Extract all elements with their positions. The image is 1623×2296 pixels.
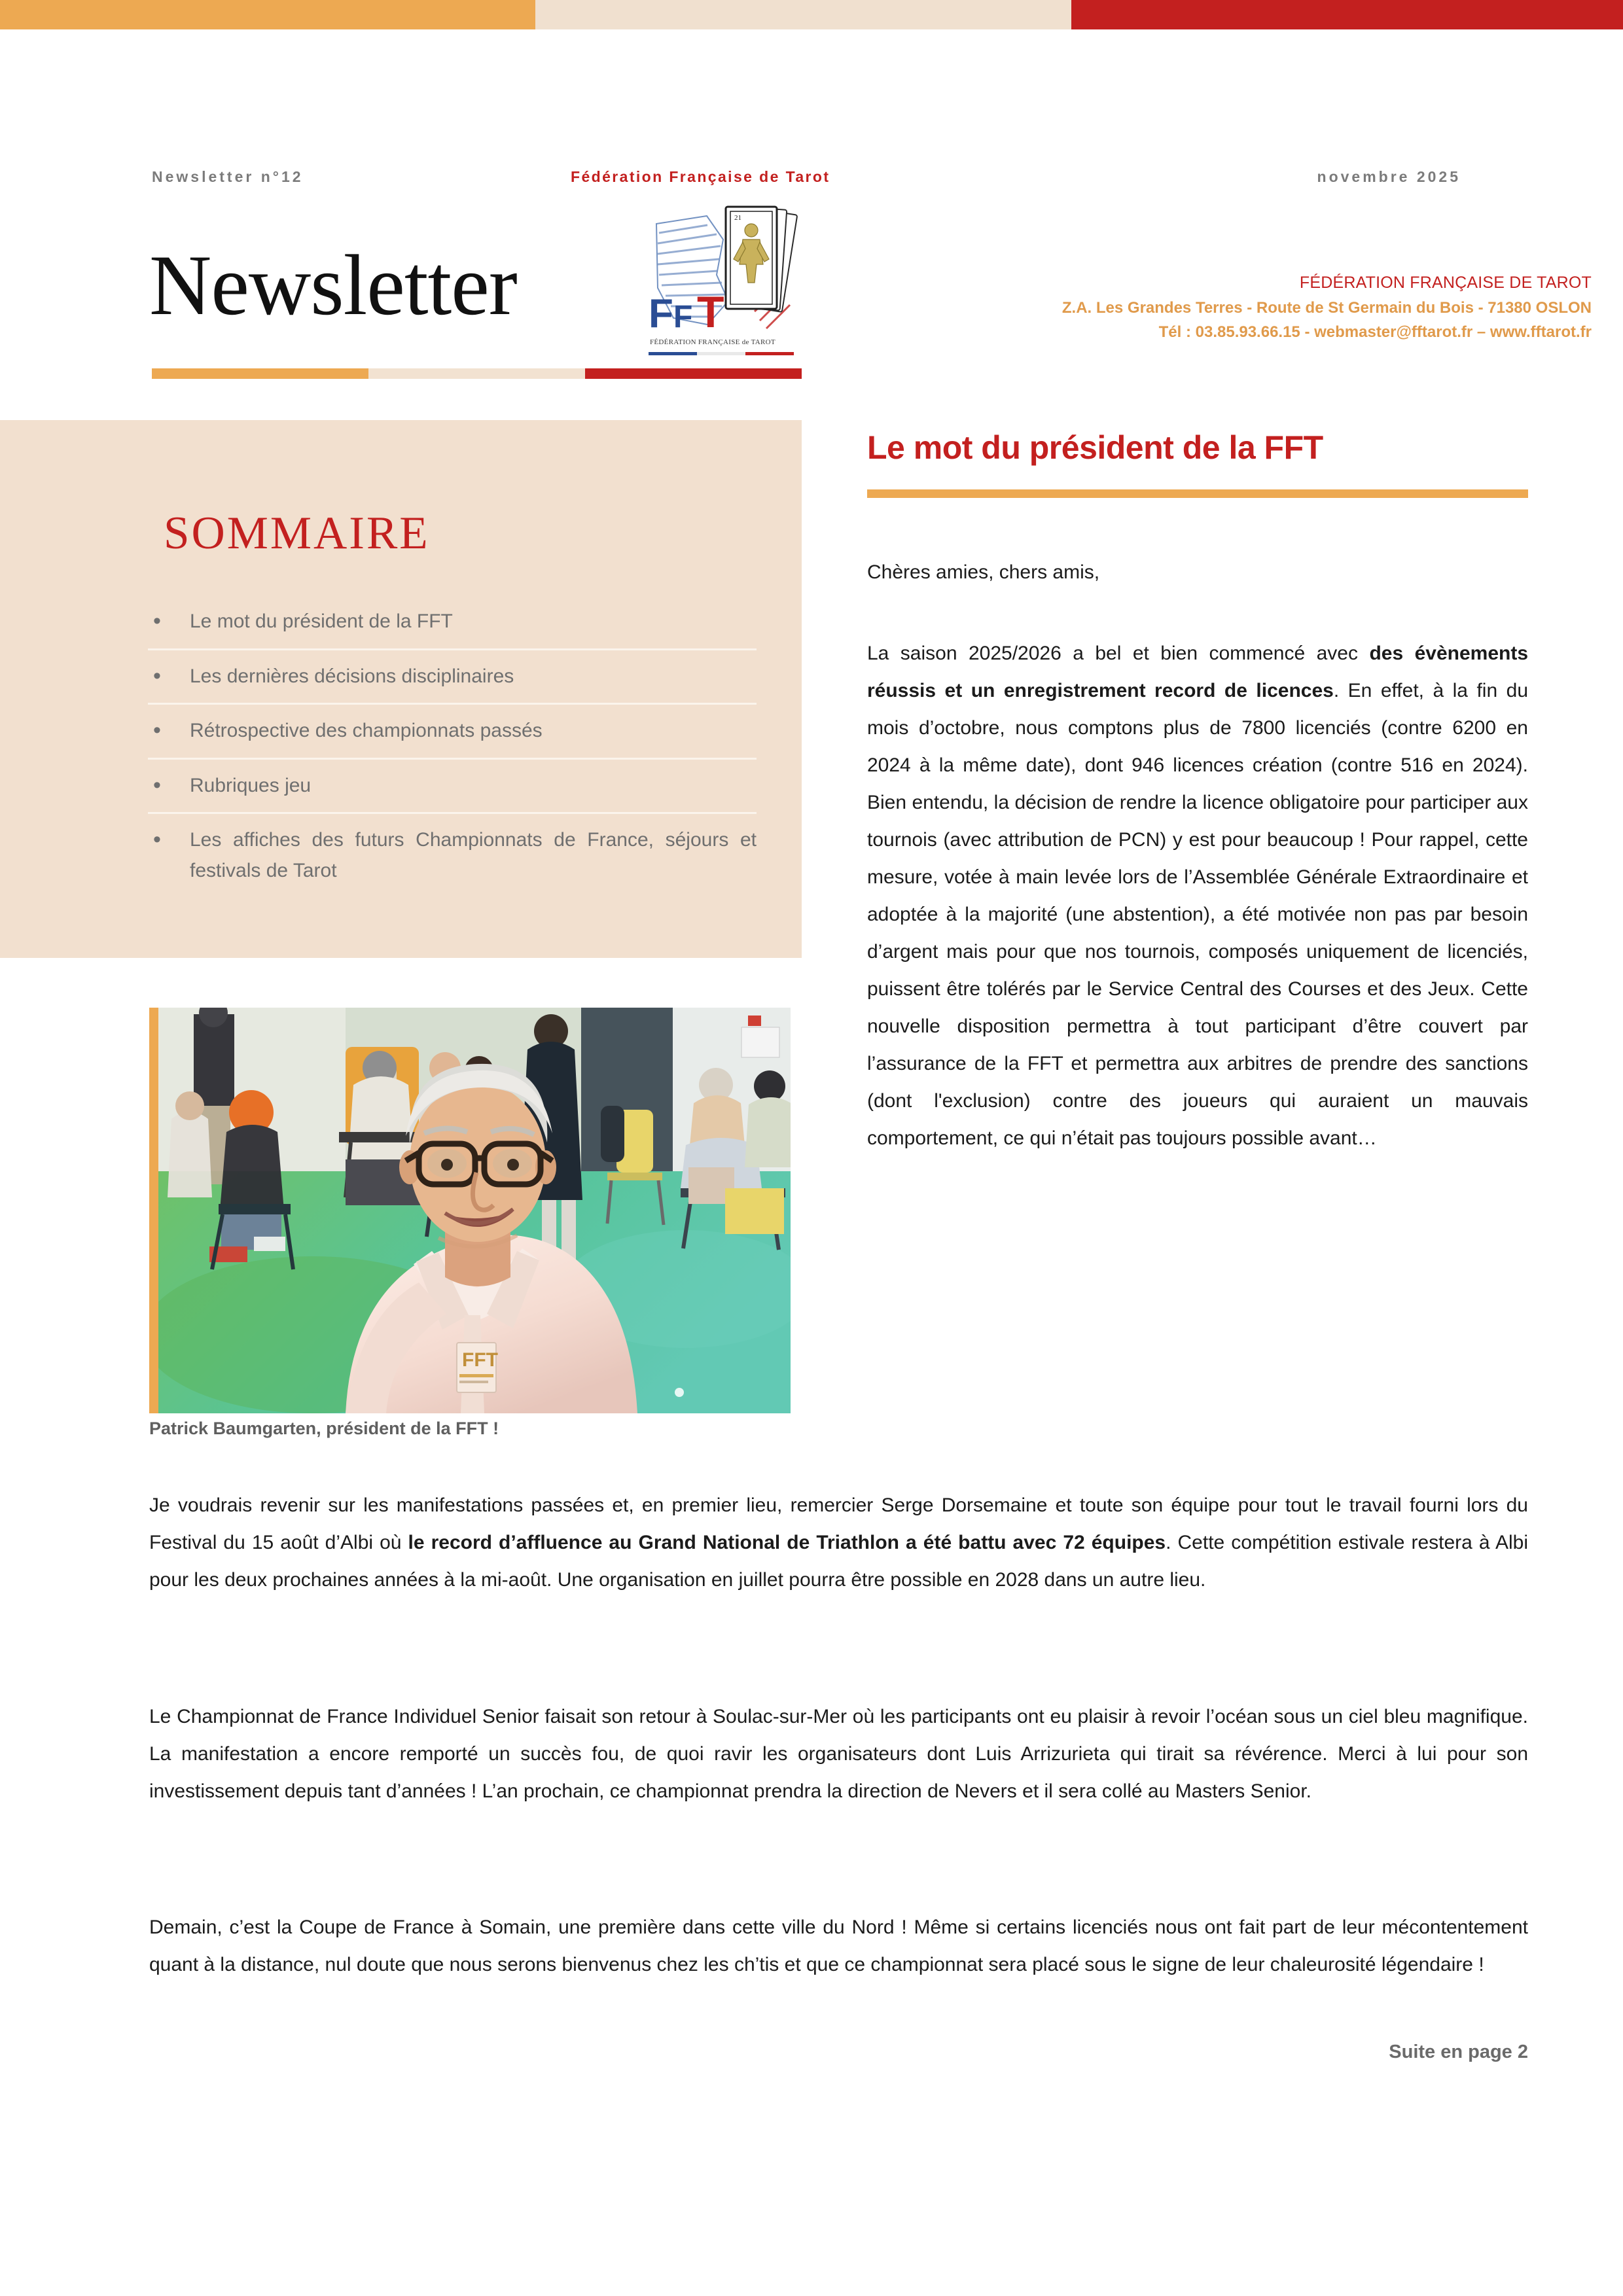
sommaire-item-1[interactable] — [148, 650, 757, 705]
sommaire-item-label: Le mot du président de la FFT — [190, 610, 453, 632]
president-photo — [149, 1008, 791, 1413]
fullp1-seg1: Je voudrais revenir sur les manifestations passées et, en premier lieu, remercier Serge Dorsemaine et toute son équipe pour tout le travail fourni lors du Festival du 15 août d’Albi où — [149, 1494, 1528, 1553]
para1-seg2: . En effet, à la fin du mois d’octobre, nous comptons plus de 7800 licenciés (contre 6200 en 2024 à la même date), dont 946 licences création (contre 516 en 2024). Bien entendu, la décision de rendre la licence obligatoire pour participer aux tournois (avec attribution de PCN) y est pour beaucoup ! Pour rappel, cette mesure, votée à main levée lors de l’Assemblée Générale Extraordinaire et adoptée à la majorité (une abstention), a été motivée non pas par besoin d’argent mais pour que nos tournois, composés uniquement de licenciés, puissent être tolérés par le Service Central des Courses et des Jeux. Cette nouvelle disposition permettra à tout participant d’être couvert par l’assurance de la FFT et permettra aux arbitres de prendre des sanctions (dont l'exclusion) contre des joueurs qui auraient un mauvais comportement, ce qui n’était pas toujours possible avant… — [867, 680, 1528, 1149]
para1-bold1: des évènements réussis et un enregistrement record de licences — [867, 643, 1528, 701]
svg-text:21: 21 — [734, 214, 741, 222]
full-paragraph-2: Le Championnat de France Individuel Senior faisait son retour à Soulac-sur-Mer où les participants ont eu plaisir à revoir l’océan sous un ciel bleu magnifique. La manifestation a encore remporté un succès fou, de quoi ravir les organisateurs dont Luis Arrizurieta qui tirait sa révérence. Merci à lui pour son investissement depuis tant d’années ! L’an prochain, ce championnat prendra la direction de Nevers et il sera collé au Masters Senior. — [149, 1706, 1528, 1802]
masthead-divider-rule — [152, 368, 802, 379]
photo-orange-accent-bar — [149, 1008, 158, 1413]
address-contact: Tél : 03.85.93.66.15 - webmaster@fftarot.fr – www.fftarot.fr — [1158, 323, 1592, 341]
top-color-bar — [0, 0, 1623, 29]
sommaire-item-label: Les dernières décisions disciplinaires — [190, 665, 514, 687]
bullet-icon: • — [153, 609, 161, 633]
photo-caption: Patrick Baumgarten, président de la FFT ! — [149, 1419, 499, 1438]
sommaire-item-0[interactable] — [148, 595, 757, 650]
sommaire-item-3[interactable] — [148, 760, 757, 815]
para1-seg1: La saison 2025/2026 a bel et bien commencé avec — [867, 643, 1370, 664]
masthead-rule-red — [585, 368, 802, 379]
article-first-paragraph — [867, 635, 1528, 1157]
article-greeting — [867, 554, 1528, 591]
continuation-note: Suite en page 2 — [1389, 2041, 1528, 2062]
running-head-issue: Newsletter n°12 — [152, 168, 304, 185]
sommaire-item-label: Rubriques jeu — [190, 774, 312, 796]
article-paragraph-1 — [867, 635, 1528, 1157]
running-head — [152, 164, 1526, 190]
photo-illustration — [149, 1008, 791, 1413]
federation-address-block — [819, 274, 1592, 347]
svg-text:F: F — [673, 300, 693, 334]
bullet-icon: • — [153, 827, 161, 852]
svg-text:T: T — [697, 287, 724, 337]
sommaire-title: SOMMAIRE — [164, 508, 430, 559]
address-street: Z.A. Les Grandes Terres - Route de St Germain du Bois - 71380 OSLON — [1061, 299, 1592, 317]
bullet-icon: • — [153, 663, 161, 688]
photo-canvas — [149, 1008, 791, 1413]
top-bar-red-segment — [1071, 0, 1623, 29]
masthead-title: Newsletter — [149, 237, 517, 333]
full-paragraph-3: Demain, c’est la Coupe de France à Somain, une première dans cette ville du Nord ! Même si certains licenciés nous ont fait part de leur mécontentement quant à la distance, nul doute que nous serons bienvenus chez les ch’tis et que ce championnat sera placé sous le signe de leur chaleurosité légendaire ! — [149, 1916, 1528, 1975]
article-greeting-text: Chères amies, chers amis, — [867, 561, 1100, 583]
top-bar-beige-segment — [535, 0, 1071, 29]
fullp1-seg2: . Cette compétition estivale restera à Albi pour les deux prochaines années à la mi-août. Une organisation en juillet pourra être possible en 2028 dans un autre lieu. — [149, 1532, 1529, 1591]
sommaire-list — [148, 595, 757, 897]
top-bar-orange-segment — [0, 0, 535, 29]
svg-text:F: F — [649, 291, 673, 336]
masthead-rule-beige — [368, 368, 585, 379]
svg-text:FFT: FFT — [462, 1349, 498, 1371]
fft-tarot-logo — [645, 196, 802, 363]
masthead-rule-orange — [152, 368, 368, 379]
fullp1-bold: le record d’affluence au Grand National de Triathlon a été battu avec 72 équipes — [408, 1532, 1166, 1553]
bullet-icon: • — [153, 772, 161, 798]
article-heading: Le mot du président de la FFT — [867, 429, 1323, 466]
sommaire-item-label: Les affiches des futurs Championnats de France, séjours et festivals de Tarot — [190, 829, 757, 881]
full-paragraph-1 — [149, 1487, 1528, 1598]
svg-text:FÉDÉRATION FRANÇAISE de TAROT: FÉDÉRATION FRANÇAISE de TAROT — [650, 338, 776, 346]
sommaire-item-4[interactable] — [148, 814, 757, 897]
sommaire-item-2[interactable] — [148, 705, 757, 760]
running-head-date: novembre 2025 — [1317, 168, 1461, 185]
sommaire-item-label: Rétrospective des championnats passés — [190, 720, 543, 741]
running-head-org: Fédération Française de Tarot — [571, 168, 830, 185]
article-heading-rule — [867, 489, 1528, 498]
address-organisation: FÉDÉRATION FRANÇAISE DE TAROT — [1299, 274, 1592, 292]
bullet-icon: • — [153, 718, 161, 743]
